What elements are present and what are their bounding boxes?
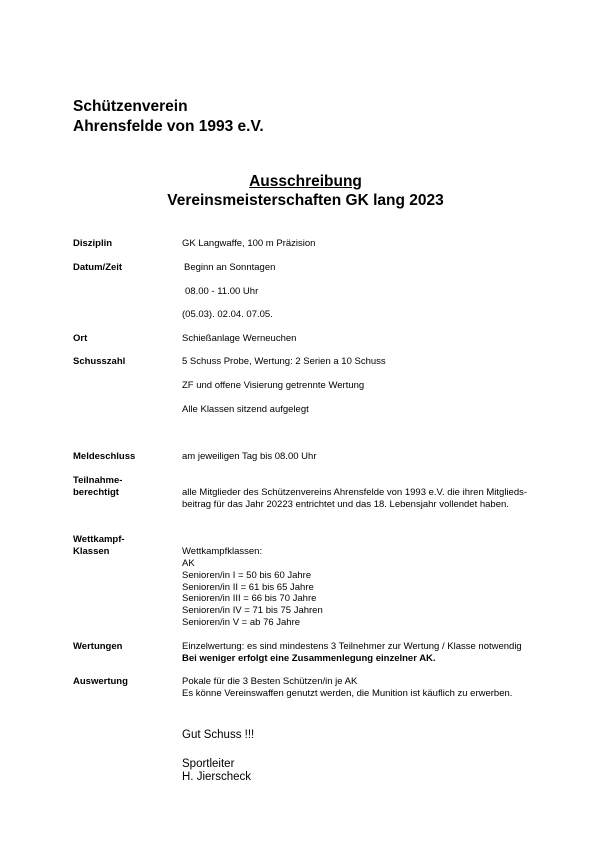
org-name-line2: Ahrensfelde von 1993 e.V.	[73, 118, 264, 135]
label-klassen-line1: Wettkampf-	[73, 534, 125, 545]
list-item: Senioren/in IV = 71 bis 75 Jahren	[182, 605, 323, 616]
label-datum: Datum/Zeit	[73, 262, 123, 273]
label-ort: Ort	[73, 333, 88, 344]
value-datum-line2: 08.00 - 11.00 Uhr	[185, 286, 259, 297]
label-teilnahme-line2: berechtigt	[73, 487, 119, 498]
signature-name: H. Jierscheck	[182, 771, 252, 783]
greeting: Gut Schuss !!!	[182, 729, 255, 741]
value-auswertung-line2: Es könne Vereinswaffen genutzt werden, die Munition ist käuflich zu erwerben.	[182, 688, 513, 699]
label-schusszahl: Schusszahl	[73, 356, 126, 367]
list-item: Senioren/in V = ab 76 Jahre	[182, 617, 301, 628]
value-datum-line1: Beginn an Sonntagen	[184, 262, 276, 273]
value-schusszahl-line1: 5 Schuss Probe, Wertung: 2 Serien a 10 Schuss	[182, 356, 386, 367]
value-klassen-heading: Wettkampfklassen:	[182, 546, 263, 557]
value-schusszahl-line2: ZF und offene Visierung getrennte Wertung	[182, 380, 365, 391]
value-auswertung-line1: Pokale für die 3 Besten Schützen/in je AK	[182, 676, 358, 687]
list-item: Senioren/in III = 66 bis 70 Jahre	[182, 593, 317, 604]
value-schusszahl-line3: Alle Klassen sitzend aufgelegt	[182, 404, 309, 415]
list-item: AK	[182, 558, 195, 569]
org-name-line1: Schützenverein	[73, 98, 188, 115]
label-meldeschluss: Meldeschluss	[73, 451, 136, 462]
value-wertungen-line2: Bei weniger erfolgt eine Zusammenlegung einzelner AK.	[182, 653, 436, 664]
label-klassen-line2: Klassen	[73, 546, 110, 557]
doc-title: Ausschreibung	[249, 173, 362, 190]
list-item: Senioren/in II = 61 bis 65 Jahre	[182, 582, 314, 593]
label-auswertung: Auswertung	[73, 676, 128, 687]
label-teilnahme-line1: Teilnahme-	[73, 475, 123, 486]
value-datum-line3: (05.03). 02.04. 07.05.	[182, 309, 273, 320]
value-teilnahme-line1: alle Mitglieder des Schützenvereins Ahrensfelde von 1993 e.V. die ihren Mitglieds-	[182, 487, 528, 498]
value-ort: Schießanlage Werneuchen	[182, 333, 297, 344]
value-meldeschluss: am jeweiligen Tag bis 08.00 Uhr	[182, 451, 317, 462]
signature-role: Sportleiter	[182, 758, 235, 770]
value-disziplin: GK Langwaffe, 100 m Präzision	[182, 238, 316, 249]
doc-subtitle: Vereinsmeisterschaften GK lang 2023	[167, 192, 444, 209]
list-item: Senioren/in I = 50 bis 60 Jahre	[182, 570, 312, 581]
label-disziplin: Disziplin	[73, 238, 113, 249]
value-wertungen-line1: Einzelwertung: es sind mindestens 3 Teilnehmer zur Wertung / Klasse notwendig	[182, 641, 522, 652]
label-wertungen: Wertungen	[73, 641, 123, 652]
value-teilnahme-line2: beitrag für das Jahr 20223 entrichtet und das 18. Lebensjahr vollendet haben.	[182, 499, 509, 510]
